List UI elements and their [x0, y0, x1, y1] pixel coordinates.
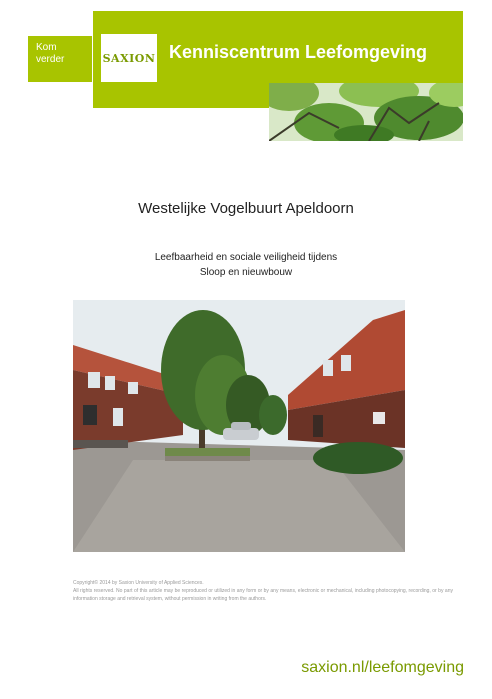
banner-title: Kenniscentrum Leefomgeving: [169, 42, 428, 62]
tagline-line1: Kom: [36, 42, 57, 53]
logo-text: SAXION: [102, 51, 156, 65]
subtitle-line2: Sloop en nieuwbouw: [199, 267, 293, 278]
document-title: Westelijke Vogelbuurt Apeldoorn: [138, 200, 354, 217]
copyright-line1: Copyright© 2014 by Saxion University of Applied Sciences.: [73, 580, 204, 586]
street-photo: [73, 300, 405, 552]
tree-canopy-photo: [269, 83, 463, 141]
footer-url[interactable]: saxion.nl/leefomgeving: [301, 659, 464, 676]
subtitle-line1: Leefbaarheid en sociale veiligheid tijdens: [154, 252, 338, 263]
tagline-box: [28, 36, 92, 82]
copyright-notice: [73, 579, 453, 603]
document-subtitle: [0, 250, 492, 280]
saxion-logo: [101, 34, 157, 82]
copyright-line2: All rights reserved. No part of this article may be reproduced or utilized in any form or by any means, electronic or mechanical, including photocopying, recording, or by any information storage and retrieval system, without permission in writing from the authors.: [73, 588, 453, 602]
tagline-line2: verder: [36, 54, 65, 65]
